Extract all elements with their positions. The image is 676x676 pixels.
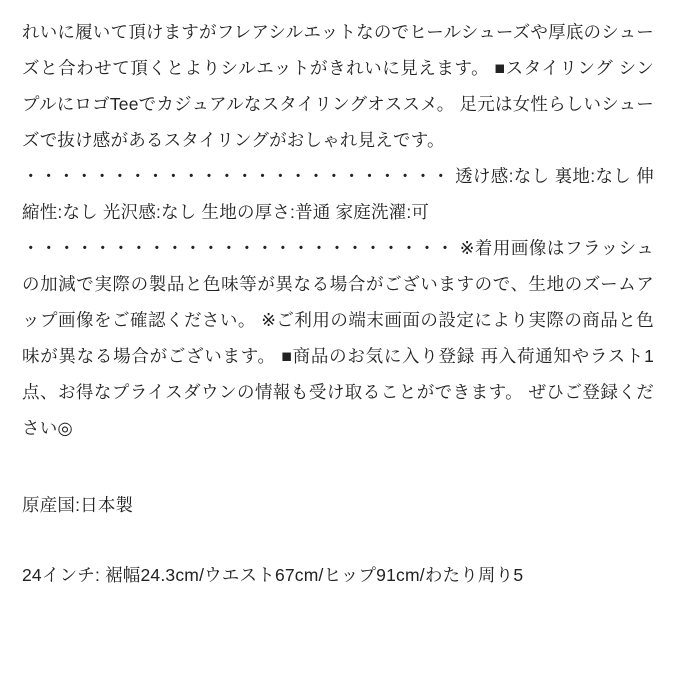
- description-paragraph-styling: れいに履いて頂けますがフレアシルエットなのでヒールシューズや厚底のシューズと合わせて頂くとよりシルエットがきれいに見えます。 ■スタイリング シンプルにロゴTeeでカジュアルなスタイリングオススメ。 足元は女性らしいシューズで抜け感があるスタイリングがおしゃれ見えです。: [22, 22, 654, 150]
- description-paragraph-fabric-attributes: ・・・・・・・・・・・・・・・・・・・・・・・・ 透け感:なし 裏地:なし 伸縮性:なし 光沢感:なし 生地の厚さ:普通 家庭洗濯:可: [22, 166, 654, 222]
- country-of-origin: 原産国:日本製: [22, 495, 134, 515]
- size-specification: 24インチ: 裾幅24.3cm/ウエスト67cm/ヒップ91cm/わたり周り5: [22, 565, 524, 585]
- description-paragraph-notes: ・・・・・・・・・・・・・・・・・・・・・・・・ ※着用画像はフラッシュの加減で実際の製品と色味等が異なる場合がございますので、生地のズームアップ画像をご確認ください。 ※ご利用の端末画面の設定により実際の商品と色味が異なる場合がございます。 ■商品のお気に入り登録 再入荷通知やラスト1点、お得なプライスダウンの情報も受け取ることができます。 ぜひご登録ください◎: [22, 238, 654, 438]
- spacer-before-size-spec: [22, 522, 654, 558]
- spacer-before-origin: [22, 446, 654, 488]
